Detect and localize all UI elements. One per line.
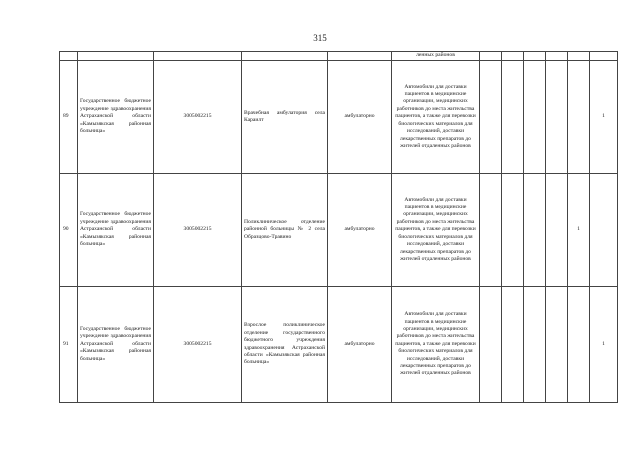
vehicle-count: 1 [590,61,618,174]
cell-count-col-3 [524,52,546,61]
vehicle-count: 1 [590,287,618,403]
cell-count-col-2 [502,174,524,287]
cell-count-col-5 [568,52,590,61]
cell-count-col-2 [502,287,524,403]
vehicles-table [59,51,618,403]
cell-count-col-4 [546,52,568,61]
cell-count-col-3 [524,287,546,403]
cell-count-col-1 [480,52,502,61]
cell-count-col-5 [568,61,590,174]
organization-name: Государственное бюджетное учреждение здравоохранения Астраханской области «Камызякская районная больница» [78,61,154,174]
row-number: 90 [60,174,78,287]
inn-code: 3005002215 [154,287,242,403]
inn-code: 3005002215 [154,174,242,287]
care-type: амбулаторно [328,61,392,174]
cell-count-col-6 [590,52,618,61]
cell-count-col-6 [590,174,618,287]
cell-count-col-2 [502,61,524,174]
vehicles-table-container [59,51,617,403]
organization-name: Государственное бюджетное учреждение здравоохранения Астраханской области «Камызякская районная больница» [78,174,154,287]
cell-num [60,52,78,61]
table-row [60,287,618,403]
cell-name [242,52,328,61]
cell-count-col-5 [568,287,590,403]
table-row [60,174,618,287]
cell-inn [154,52,242,61]
care-type: амбулаторно [328,287,392,403]
facility-name: Поликлиническое отделение районной больницы № 2 села Образцово-Травино [242,174,328,287]
facility-name: Взрослое поликлиническое отделение государственного бюджетного учреждения здравоохранения Астраханской области «Камызякская районная больница» [242,287,328,403]
continuation-row [60,52,618,61]
cell-count-col-3 [524,174,546,287]
row-number: 89 [60,61,78,174]
cell-count-col-3 [524,61,546,174]
cell-org [78,52,154,61]
page-number: 315 [313,33,327,43]
facility-name: Врачебная амбулатория села Караилт [242,61,328,174]
cell-type [328,52,392,61]
cell-count-col-2 [502,52,524,61]
vehicle-count: 1 [568,174,590,287]
cell-count-col-1 [480,174,502,287]
cell-count-col-4 [546,61,568,174]
cell-purpose: ленных районов [392,52,480,61]
row-number: 91 [60,287,78,403]
table-row [60,61,618,174]
cell-count-col-1 [480,287,502,403]
care-type: амбулаторно [328,174,392,287]
inn-code: 3005002215 [154,61,242,174]
cell-count-col-1 [480,61,502,174]
organization-name: Государственное бюджетное учреждение здравоохранения Астраханской области «Камызякская районная больница» [78,287,154,403]
cell-count-col-4 [546,174,568,287]
vehicle-purpose: Автомобили для доставки пациентов в медицинские организации, медицинских работников до места жительства пациентов, а также для перевозки биологических материалов для исследований, доставки лекарственных препаратов до жителей отдаленных районов [392,287,480,403]
cell-count-col-4 [546,287,568,403]
vehicle-purpose: Автомобили для доставки пациентов в медицинские организации, медицинских работников до места жительства пациентов, а также для перевозки биологических материалов для исследований, доставки лекарственных препаратов до жителей отдаленных районов [392,61,480,174]
vehicle-purpose: Автомобили для доставки пациентов в медицинские организации, медицинских работников до места жительства пациентов, а также для перевозки биологических материалов для исследований, доставки лекарственных препаратов до жителей отдаленных районов [392,174,480,287]
